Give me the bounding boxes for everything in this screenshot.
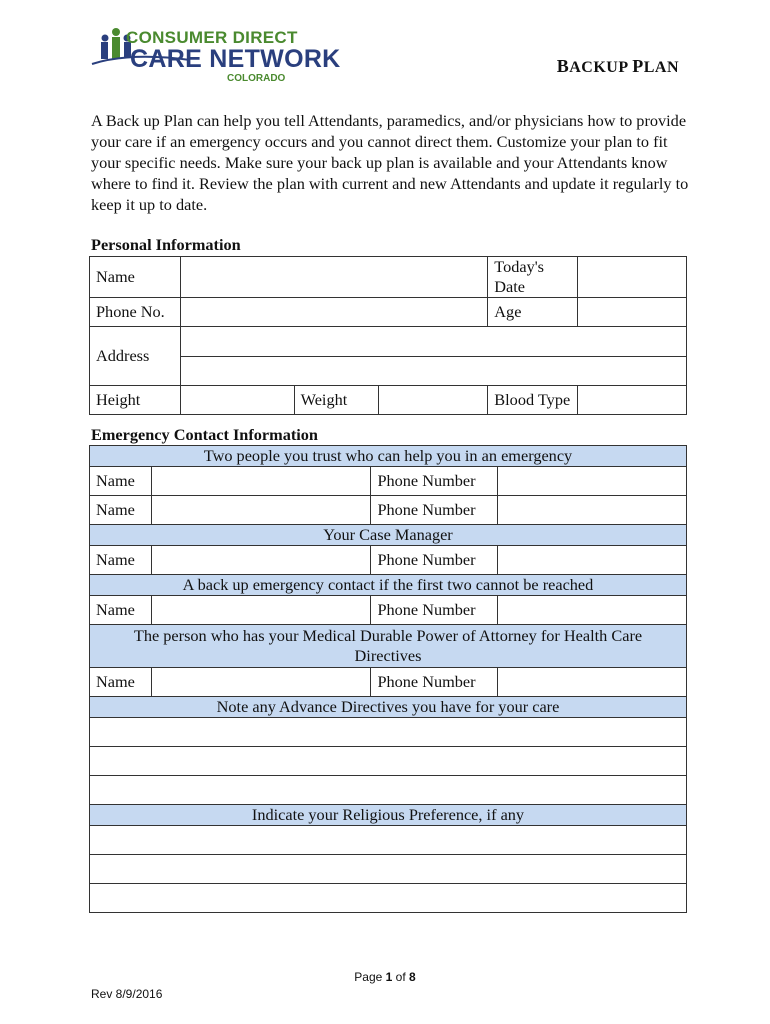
case-manager-phone-field[interactable] bbox=[497, 546, 686, 575]
age-field[interactable] bbox=[578, 298, 687, 327]
page-number: Page 1 of 8 bbox=[354, 970, 416, 984]
religious-preference-line2[interactable] bbox=[90, 855, 687, 884]
age-label: Age bbox=[488, 298, 578, 327]
poa-phone-field[interactable] bbox=[497, 668, 686, 697]
backup-contact-header: A back up emergency contact if the first two cannot be reached bbox=[90, 575, 687, 596]
todays-date-label: Today's Date bbox=[488, 257, 578, 298]
trust1-name-field[interactable] bbox=[152, 467, 371, 496]
backup-phone-label: Phone Number bbox=[371, 596, 497, 625]
trust-header: Two people you trust who can help you in an emergency bbox=[90, 446, 687, 467]
case-manager-header: Your Case Manager bbox=[90, 525, 687, 546]
address-field-line2[interactable] bbox=[180, 356, 686, 386]
address-field-line1[interactable] bbox=[180, 327, 686, 357]
advance-directives-line2[interactable] bbox=[90, 747, 687, 776]
revision-date: Rev 8/9/2016 bbox=[91, 987, 163, 1001]
advance-directives-header: Note any Advance Directives you have for your care bbox=[90, 697, 687, 718]
height-label: Height bbox=[90, 386, 181, 415]
advance-directives-line1[interactable] bbox=[90, 718, 687, 747]
backup-name-label: Name bbox=[90, 596, 152, 625]
phone-label: Phone No. bbox=[90, 298, 181, 327]
trust1-phone-field[interactable] bbox=[497, 467, 686, 496]
trust2-phone-label: Phone Number bbox=[371, 496, 497, 525]
name-field[interactable] bbox=[180, 257, 487, 298]
personal-info-table bbox=[89, 256, 687, 415]
trust2-phone-field[interactable] bbox=[497, 496, 686, 525]
case-manager-name-field[interactable] bbox=[152, 546, 371, 575]
religious-preference-line3[interactable] bbox=[90, 884, 687, 913]
religious-preference-line1[interactable] bbox=[90, 826, 687, 855]
religious-preference-header: Indicate your Religious Preference, if any bbox=[90, 805, 687, 826]
logo-text-colorado: COLORADO bbox=[227, 73, 286, 84]
weight-field[interactable] bbox=[378, 386, 488, 415]
backup-name-field[interactable] bbox=[152, 596, 371, 625]
intro-paragraph: A Back up Plan can help you tell Attendants, paramedics, and/or physicians how to provide your care if an emergency occurs and you cannot direct them. Customize your plan to fit your specific needs. Make sure your back up plan is available and your Attendants know where to find it. Review the plan with current and new Attendants and update it regularly to keep it up to date. bbox=[91, 111, 689, 214]
poa-name-label: Name bbox=[90, 668, 152, 697]
trust1-name-label: Name bbox=[90, 467, 152, 496]
trust2-name-field[interactable] bbox=[152, 496, 371, 525]
advance-directives-line3[interactable] bbox=[90, 776, 687, 805]
blood-type-field[interactable] bbox=[578, 386, 687, 415]
trust2-name-label: Name bbox=[90, 496, 152, 525]
todays-date-field[interactable] bbox=[578, 257, 687, 298]
weight-label: Weight bbox=[294, 386, 378, 415]
case-manager-phone-label: Phone Number bbox=[371, 546, 497, 575]
poa-name-field[interactable] bbox=[152, 668, 371, 697]
logo-text-consumer-direct: CONSUMER DIRECT bbox=[126, 28, 298, 47]
logo-text-care-network: CARE NETWORK bbox=[130, 45, 341, 73]
case-manager-name-label: Name bbox=[90, 546, 152, 575]
blood-type-label: Blood Type bbox=[488, 386, 578, 415]
height-field[interactable] bbox=[180, 386, 294, 415]
document-title: BACKUP PLAN bbox=[556, 56, 679, 76]
emergency-contact-table bbox=[89, 445, 687, 913]
emergency-contact-heading: Emergency Contact Information bbox=[91, 425, 318, 444]
name-label: Name bbox=[90, 257, 181, 298]
poa-header: The person who has your Medical Durable Power of Attorney for Health Care Directives bbox=[90, 625, 687, 668]
personal-info-heading: Personal Information bbox=[91, 235, 241, 254]
trust1-phone-label: Phone Number bbox=[371, 467, 497, 496]
logo bbox=[90, 26, 341, 88]
backup-phone-field[interactable] bbox=[497, 596, 686, 625]
poa-phone-label: Phone Number bbox=[371, 668, 497, 697]
address-label: Address bbox=[90, 327, 181, 386]
phone-field[interactable] bbox=[180, 298, 487, 327]
